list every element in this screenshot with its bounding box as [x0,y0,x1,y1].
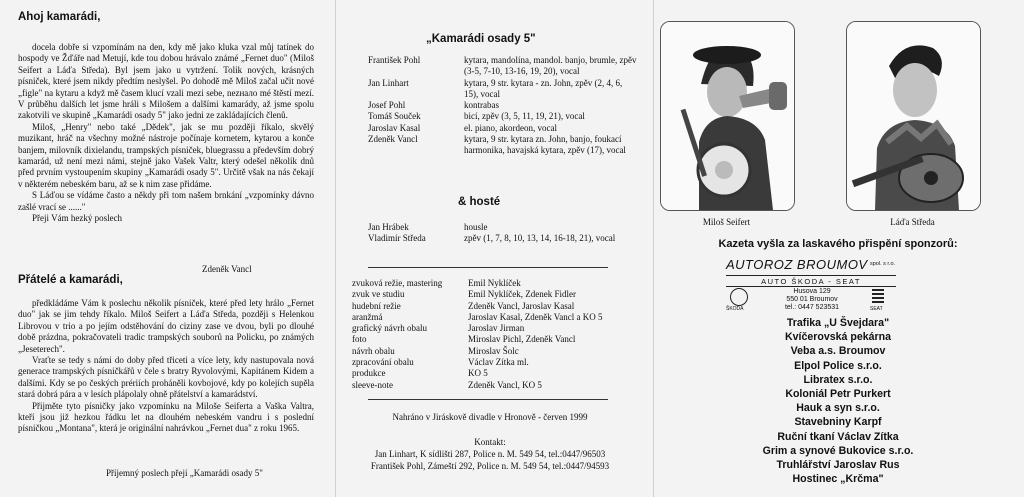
paragraph: Vraťte se tedy s námi do doby před třiceti a více lety, kdy nastupovala nová generace trampských písničkářů v čele s bratry Ryvolovými, Kapitánem Kidem a dalšími. Kdy se po českých prériích proháněli kovbojové, kdy po kolejích supěla stará dobrá pára a v lesích plápolaly ohně přátelství a kamarádství. [18,355,314,400]
musician-banjo-photo [661,22,794,210]
sponsor-item: Grim a synové Bukovice s.r.o. [762,444,914,457]
credit-value: kontrabas [464,100,499,111]
credit-value: Zdeněk Vancl, KO 5 [468,379,542,390]
seat-icon [872,289,884,303]
logo-name: AUTOROZ BROUMOV [726,257,868,272]
sponsor-item: Koloniál Petr Purkert [785,388,891,401]
credit-row [352,357,642,368]
members-table [368,55,638,157]
logo-rule [726,286,896,287]
credit-value: kytara, 9 str. kytara zn. John, banjo, foukací harmonika, havajská kytara, zpěv (17), vocal [464,134,626,156]
sponsor-list [670,316,1006,486]
address-line: tel.: 0447 523531 [784,304,840,312]
sponsor-item: Trafika „U Švejdara" [786,317,890,329]
credit-label: aranžmá [352,311,383,322]
signature-vancl: Zdeněk Vancl [202,264,252,274]
credit-label: zpracování obalu [352,357,414,368]
guests-table [368,222,638,245]
sponsor-item: Libratex s.r.o. [803,373,873,386]
logo-suffix: spol. s r.o. [870,261,896,267]
credit-value: Zdeněk Vancl, Jaroslav Kasal [468,300,575,311]
closing-wish: Příjemný poslech přejí „Kamarádi osady 5" [106,468,263,478]
sponsor-item: Stavebniny Karpf [794,416,882,429]
credit-row [352,312,642,323]
credit-value: housle [464,222,488,232]
paragraph: Přijměte tyto písničky jako vzpomínku na Miloše Seiferta a Vaška Valtra, kteří jsou již hezkou řádku let na dlouhém nebeském vandru i s poslední písničkou „Montana", která je originální nahrávkou „Fernet dua" z roku 1965. [18,400,314,434]
credit-value: Jaroslav Kasal, Zdeněk Vancl a KO 5 [468,311,603,322]
credit-value: el. piano, akordeon, vocal [464,122,557,133]
credit-label: Jan Linhart [368,77,409,88]
contact-title: Kontakt: [474,437,506,447]
credit-label: sleeve-note [352,379,393,390]
address-line: Husova 129 [793,288,831,295]
credit-value: zpěv (1, 7, 8, 10, 13, 14, 16-18, 21), vocal [464,233,616,244]
sponsor-item: Elpol Police s.r.o. [794,359,882,372]
credit-value: Emil Nyklíček, Zdenek Fidler [468,289,576,300]
skoda-icon [730,288,748,306]
credit-label: zvuková režie, mastering [352,278,443,288]
guest-row [368,233,638,244]
heading-greeting: Ahoj kamarádi, [18,11,101,23]
credit-label: Tomáš Souček [368,111,421,122]
credit-label: hudební režie [352,300,401,311]
middle-panel [340,0,650,497]
paragraph: S Láďou se vídáme často a někdy při tom našem brnkání „vzpomínky dávno zašlé vrací se ......" [18,190,314,212]
credit-label: František Pohl [368,55,421,65]
photo-milos-seifert [660,21,795,211]
member-row [368,100,638,111]
letter-text [18,42,314,225]
contact-line: Jan Linhart, K sídlišti 287, Police n. M. 549 54, tel.:0447/96503 [374,449,606,459]
left-panel [0,0,331,497]
credit-value: bicí, zpěv (3, 5, 11, 19, 21), vocal [464,111,585,122]
member-row [368,123,638,134]
credit-label: Zdeněk Vancl [368,134,418,145]
credit-value: kytara, 9 str. kytara - zn. John, zpěv (2, 4, 6, 15), vocal [464,77,623,99]
guest-row [368,222,638,233]
heading-friends: Přátelé a kamarádi, [18,274,123,286]
fold-line-left [335,0,336,497]
address-line: 550 01 Broumov [786,296,838,304]
credit-label: foto [352,334,367,345]
credit-value: KO 5 [468,368,488,379]
member-row [368,78,638,101]
sponsor-item: Truhlářství Jaroslav Rus [776,459,900,472]
credit-value: Miroslav Šolc [468,345,519,356]
credit-value: Emil Nyklíček [468,278,521,288]
skoda-label: ŠKODA [726,306,744,312]
divider-top [368,267,608,268]
credit-value: kytara, mandolína, mandol. banjo, brumle, zpěv (3-5, 7-10, 13-16, 19, 20), vocal [464,55,637,77]
autoroz-logo [726,255,908,315]
paragraph: Miloš, „Henry" nebo také „Dědek", jak se mu později říkalo, skvělý muzikant, hráč na všechny možné nástroje počínaje kornetem, kytarou a konče banjem, milovník dixielandu, trampských písniček, bluegrassu a především dobrý kamarád, už není mezi námi, stejně jako Vašek Valtr, který odešel několik dnů před prvním vystoupením skupiny „Kamarádi osady 5". Určitě však na nás čekají v některém nebeském baru, až se k nim zase přidáme. [18,121,314,189]
paragraph: Přeji Vám hezký poslech [32,213,123,224]
intro-text [18,298,314,435]
recording-note: Nahráno v Jiráskově divadle v Hronově - červen 1999 [392,412,588,422]
sponsor-item: Hauk a syn s.r.o. [796,402,880,415]
credit-value: Jaroslav Jirman [468,323,525,334]
credit-row [352,323,642,334]
credit-row [352,289,642,300]
credit-label: zvuk ve studiu [352,289,405,300]
contact-line: František Pohl, Zámeští 292, Police n. M. 549 54, tel.:0447/94593 [370,461,610,471]
credit-label: návrh obalu [352,345,395,356]
sponsor-item: Kvíčerovská pekárna [784,331,891,344]
paragraph: předkládáme Vám k poslechu několik písniček, které před lety hrálo „Fernet duo" jak se jim tehdy říkalo. Miloš Seifert a Láďa Středa, později s Helenkou Librovou v trio a po jejím odstěhování do ciziny zase ve dvou, byli po dlouhé době prázdna, pokračovateli tradic trampských souborů na Policku, po známých „Jeseterech". [18,298,314,354]
sponsor-item: Hostinec „Krčma" [792,473,884,486]
logo-rule [726,275,896,276]
production-credits [352,278,642,391]
credit-value: Miroslav Pichl, Zdeněk Vancl [468,334,576,345]
right-panel [652,0,1024,497]
credit-label: Josef Pohl [368,100,406,111]
logo-subtitle: AUTO ŠKODA - SEAT [761,277,861,286]
credit-row [352,334,642,345]
member-row [368,111,638,122]
divider-bottom [368,399,608,400]
logo-address [770,288,854,313]
guests-title: & hosté [458,196,501,208]
caption-lada: Láďa Středa [890,217,935,227]
credit-label: Vladimír Středa [368,233,426,244]
seat-label: SEAT [870,306,883,312]
credit-row [352,278,642,289]
credit-label: Jan Hrábek [368,222,409,232]
sponsors-title: Kazeta vyšla za laskavého přispění sponzorů: [718,238,958,250]
member-row [368,55,638,78]
credit-row [352,346,642,357]
credit-label: Jaroslav Kasal [368,122,421,133]
member-row [368,134,638,157]
caption-milos: Miloš Seifert [702,217,751,227]
musician-guitar-photo [847,22,980,210]
credit-row [352,380,642,391]
photo-lada-streda [846,21,981,211]
band-title: „Kamarádi osady 5" [426,33,536,45]
credit-row [352,301,642,312]
paragraph: docela dobře si vzpomínám na den, kdy mě jako kluka vzal můj tatínek do hospody ve Žďáře nad Metují, kde tou dobou hrávalo známé „Fernet duo" (Miloš Seifert a Láďa Středa). Byl jsem jako u vytržení. Tolik nových, krásných písniček, které jsem nikdy předtím neslyšel. Po dohodě mě Miloš začal učit nové „figle" na kytaru a když mě časem klucí vzali mezi sebe, nezналo mé štěstí mezí. V průběhu dalších let jsme hráli s Milošem a dalšími kamarády, až jsme spolu zakotvili ve skupině „Kamarádi osady 5" jako jedni ze zakládajících členů. [18,42,314,121]
credit-row [352,368,642,379]
sponsor-item: Veba a.s. Broumov [790,345,886,358]
credit-value: Václav Zítka ml. [468,357,529,368]
credit-label: grafický návrh obalu [352,323,427,334]
sponsor-item: Ruční tkaní Václav Zítka [777,430,899,443]
credit-label: produkce [352,368,386,379]
